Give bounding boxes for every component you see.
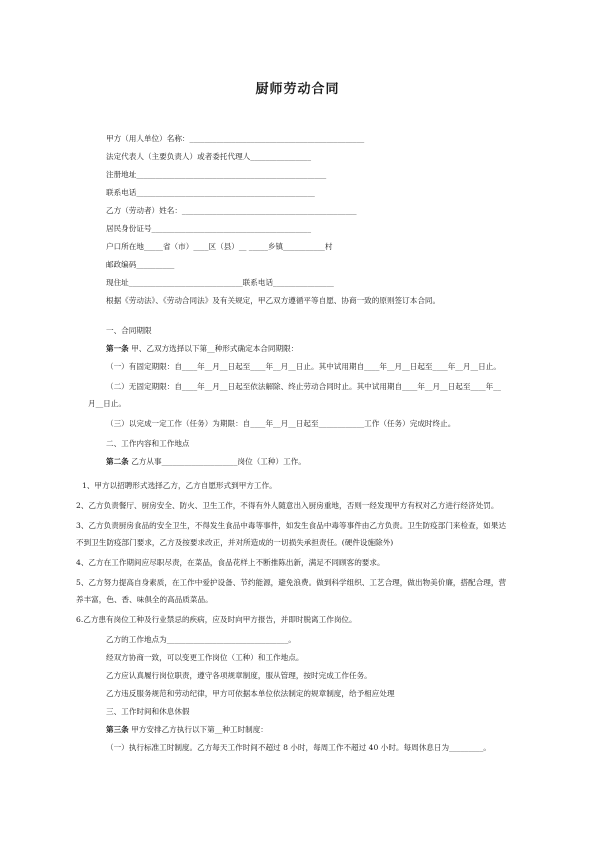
- duty-item-5: 5、乙方努力提高自身素质，在工作中爱护设备、节约能源，避免浪费。做到科学组织、工艺合理，做出物美价廉，搭配合理，营养丰富，色、香、味俱全的高品质菜品。: [76, 578, 507, 604]
- duty-item-6: 6.乙方患有岗位工种及行业禁忌的疾病，应及时向甲方报告，并即时脱离工作岗位。: [76, 615, 357, 624]
- article3-text: 甲方安排乙方执行以下第__种工时制度：: [131, 725, 268, 734]
- preamble-line: 根据《劳动法》、《劳动合同法》及有关规定，甲乙双方遵循平等自愿、协商一致的原则签订本合同。: [106, 296, 441, 305]
- contract-body: [76, 130, 508, 759]
- change-post-line: 经双方协商一致，可以变更工作岗位（工种）和工作地点。: [106, 653, 304, 662]
- employee-name-line: 乙方（劳动者）姓名：______________________________________________: [106, 206, 357, 215]
- current-address-line: 现住址______________________________联系电话________________: [106, 278, 334, 287]
- term-item-task: （三）以完成一定工作（任务）为期限：自____年__月__日起至____________工作（任务）完成时终止。: [106, 419, 456, 428]
- section1-heading: 一、合同期限: [106, 326, 152, 335]
- id-number-line: 居民身份证号__________________________________________: [106, 224, 312, 233]
- postal-code-line: 邮政编码__________: [106, 260, 175, 269]
- workplace-line: 乙方的工作地点为________________________________。: [106, 635, 296, 644]
- legal-representative-line: 法定代表人（主要负责人）或者委托代理人________________: [106, 152, 312, 161]
- article2-text: 乙方从事____________________岗位（工种）工作。: [131, 457, 306, 466]
- article2-line: [88, 453, 508, 471]
- article1-text: 甲、乙双方选择以下第__种形式确定本合同期限：: [131, 344, 299, 353]
- article1-line: [88, 340, 508, 358]
- standard-hours-item: （一）执行标准工时制度。乙方每天工作时间不超过 8 小时，每周工作不超过 40 小时。每周休息日为_________。: [106, 743, 491, 752]
- registered-address-line: 注册地址__________________________________________________: [106, 170, 327, 179]
- discipline-line: 乙方违反服务规范和劳动纪律，甲方可依据本单位依法制定的规章制度，给予相应处理: [106, 689, 395, 698]
- employer-name-line: 甲方（用人单位）名称：______________________________________________: [106, 134, 365, 143]
- term-item-open: （二）无固定期限：自____年__月__日起至依法解除、终止劳动合同时止。其中试用期自____年__月__日起至____年__月__日止。: [88, 382, 501, 408]
- document-title: 厨师劳动合同: [255, 82, 340, 97]
- duty-item-1: 1、甲方以招聘形式选择乙方，乙方自愿形式到甲方工作。: [82, 481, 277, 490]
- employer-phone-line: 联系电话_______________________________________________: [106, 188, 315, 197]
- duty-item-4: 4、乙方在工作期间应尽职尽责，在菜品，食品花样上不断推陈出新，满足不同顾客的要求。: [76, 558, 385, 567]
- article3-line: [88, 721, 508, 739]
- article1-label: 第一条: [106, 344, 129, 353]
- duty-item-3: 3、乙方负责厨房食品的安全卫生，不得发生食品中毒等事件，如发生食品中毒等事件由乙方负责。卫生防疫部门来检查，如果达不到卫生防疫部门要求，乙方及按要求改正，并对所造成的一切损失承担责任。(硬件设施除外): [76, 521, 507, 547]
- household-registration-line: 户口所在地_____省（市）____区（县）__ _____乡镇___________村: [106, 242, 333, 251]
- section3-heading: 三、工作时间和休息休假: [106, 707, 190, 716]
- duty-item-2: 2、乙方负责餐厅、厨房安全、防火、卫生工作，不得有外人随意出入厨房重地，否则一经发现甲方有权对乙方进行经济处罚。: [76, 501, 499, 510]
- article3-label: 第三条: [106, 725, 129, 734]
- article2-label: 第二条: [106, 457, 129, 466]
- term-item-fixed: （一）有固定期限：自____年__月__日起至____年__月__日止。其中试用期自____年__月__日起至____年__月__日止。: [106, 362, 501, 371]
- section2-heading: 二、工作内容和工作地点: [106, 439, 190, 448]
- duty-compliance-line: 乙方应认真履行岗位职责，遵守各项规章制度，服从管理，按时完成工作任务。: [106, 671, 372, 680]
